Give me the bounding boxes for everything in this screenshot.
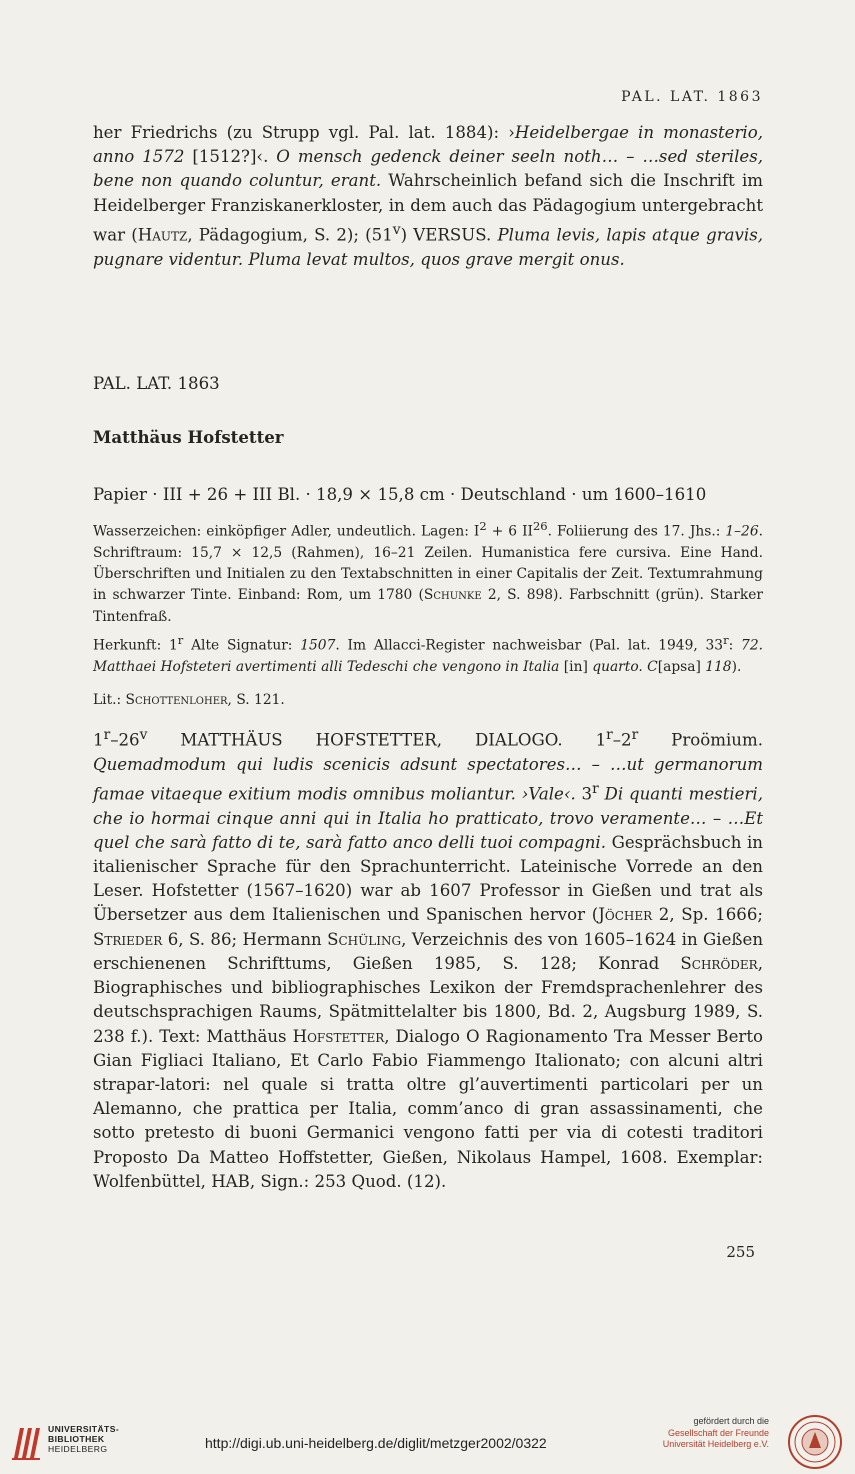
- text-span: 2, S. 898). Farbschnitt (grün). Starker Tintenfraß.: [93, 587, 763, 625]
- text-span: her Friedrichs (zu Strupp vgl. Pal. lat. 1884): ›: [93, 123, 515, 142]
- text-span: [1512?]‹.: [184, 147, 277, 167]
- text-span: 1: [93, 730, 104, 750]
- superscript: r: [606, 727, 613, 743]
- italic-span: Di quanti mestieri, che io hormai cinque anni qui in Italia ho pratticato, trovo veramente… – …Et quel che sarà fatto di te, sarà fatto anco delli tuoi compagni.: [93, 784, 763, 852]
- text-span: Wasserzeichen: einköpfiger Adler, undeutlich. Lagen: I: [93, 523, 480, 540]
- sponsor-line: Gesellschaft der Freunde: [667, 1427, 769, 1438]
- university-seal-icon: [787, 1414, 843, 1470]
- italic-span: Pluma levis, lapis atque gravis, pugnare videntur. Pluma levat multos, quos grave mergit onus.: [93, 225, 763, 269]
- continuation-paragraph: [93, 121, 763, 272]
- library-name-line: HEIDELBERG: [48, 1444, 108, 1454]
- superscript: 26: [532, 519, 548, 533]
- smallcaps-span: Schottenloher: [125, 692, 228, 708]
- italic-span: 1–26: [725, 523, 759, 540]
- text-span: MATTHÄUS HOFSTETTER, DIALOGO. 1: [147, 730, 607, 750]
- source-url-link[interactable]: http://digi.ub.uni-heidelberg.de/diglit/metzger2002/0322: [205, 1435, 547, 1451]
- text-span: Alte Signatur:: [183, 637, 301, 654]
- text-span: Lit.:: [93, 692, 126, 708]
- italic-span: O mensch gedenck deiner seeln noth… – …sed steriles, bene non quando coluntur, erant.: [93, 147, 763, 191]
- library-name: [48, 1424, 119, 1454]
- running-head: PAL. LAT. 1863: [621, 89, 763, 105]
- physical-summary: Papier · III + 26 + III Bl. · 18,9 × 15,8 cm · Deutschland · um 1600–1610: [93, 485, 707, 504]
- text-span: Gesprächsbuch in italienischer Sprache für den Sprachunterricht. Lateinische Vorrede an den Leser. Hofstetter (1567–1620) war ab 1607 Professor in Gießen und trat als Übersetzer aus dem Italienischen und Spanischen hervor (: [93, 832, 763, 925]
- italic-span: 1507: [300, 637, 336, 654]
- text-span: , Dialogo O Ragionamento Tra Messer Berto Gian Figliaci Italiano, Et Carlo Fabio Fiammengo Italionato; con alcuni altri strapar-latori: nel quale si tratta oltre gl’auvertimenti particolari per un Alemanno, che prattica per Italia, comm’anco di gran assassinamenti, che sotto pretesto di buoni Germanici vengono fatti per via di cotesti traditori Proposto Da Matteo Hoffstetter, Gießen, Nikolaus Hampel, 1608. Exemplar: Wolfenbüttel, HAB, Sign.: 253 Quod. (12).: [93, 1026, 763, 1191]
- content-paragraph: [93, 723, 763, 1194]
- text-span: Herkunft: 1: [93, 637, 178, 654]
- footer-bar: [0, 1404, 855, 1474]
- shelfmark-heading: PAL. LAT. 1863: [93, 374, 220, 393]
- text-span: :: [728, 637, 742, 654]
- smallcaps-span: Hautz: [137, 225, 188, 245]
- author-heading: Matthäus Hofstetter: [93, 427, 284, 447]
- smallcaps-span: Schröder: [680, 953, 758, 973]
- superscript: v: [392, 221, 401, 238]
- smallcaps-span: Schunke: [423, 587, 482, 604]
- text-span: 2, Sp. 1666;: [652, 905, 763, 925]
- sponsor-line: Universität Heidelberg e.V.: [662, 1439, 769, 1449]
- smallcaps-span: Hofstetter: [292, 1026, 385, 1046]
- description-paragraph: [93, 516, 763, 628]
- page-number: 255: [726, 1243, 755, 1261]
- superscript: r: [592, 780, 599, 797]
- text-span: , Verzeichnis des von 1605–1624 in Gießen erschienenen Schrifttums, Gießen 1985, S. 128; Konrad: [93, 929, 764, 973]
- sponsor-line: gefördert durch die: [693, 1416, 769, 1426]
- provenance-paragraph: [93, 630, 763, 678]
- literature-line: [93, 690, 763, 711]
- text-span: . Foliierung des 17. Jhs.:: [547, 523, 726, 540]
- text-span: ).: [731, 658, 742, 675]
- text-span: + 6 II: [486, 523, 533, 540]
- text-span: . Schriftraum: 15,7 × 12,5 (Rahmen), 16–21 Zeilen. Humanistica fere cursiva. Eine Hand. Überschriften und Initialen zu den Textabschnitten in einer Capitalis der Zeit. Textumrahmung in schwarzer Tinte. Einband: Rom, um 1780 (: [93, 523, 763, 604]
- smallcaps-span: Strieder: [93, 929, 163, 949]
- library-name-line: BIBLIOTHEK: [48, 1434, 105, 1444]
- text-span: 3: [575, 784, 593, 804]
- superscript: v: [139, 727, 148, 743]
- text-span: [apsa]: [657, 658, 706, 675]
- text-span: , Pädagogium, S. 2); (51: [187, 225, 393, 245]
- italic-span: Heidelbergae in monasterio, anno 1572: [93, 123, 763, 167]
- smallcaps-span: Schüling: [327, 929, 402, 949]
- text-span: Wahrscheinlich befand sich die Inschrift im Heidelberger Franziskanerkloster, in dem auch das Pädagogium untergebracht war (: [93, 171, 763, 245]
- text-span: , Biographisches und bibliographisches Lexikon der Fremdsprachenlehrer des deutschsprachigen Raums, Spätmittelalter bis 1800, Bd. 2, Augsburg 1989, S. 238 f.). Text: Matthäus: [93, 953, 763, 1046]
- text-span: –2: [612, 730, 632, 750]
- italic-span: 72. Matthaei Hofsteteri avertimenti alli Tedeschi che vengono in Italia: [93, 637, 763, 675]
- superscript: r: [177, 633, 184, 647]
- italic-span: quarto. C: [592, 658, 658, 675]
- superscript: r: [723, 633, 729, 647]
- text-span: . Im Allacci-Register nachweisbar (Pal. lat. 1949, 33: [335, 637, 724, 654]
- text-span: [in]: [559, 658, 593, 675]
- text-span: –26: [110, 730, 140, 750]
- superscript: r: [103, 727, 111, 743]
- superscript: 2: [479, 519, 487, 533]
- library-name-line: UNIVERSITÄTS-: [48, 1424, 120, 1434]
- italic-span: 118: [705, 658, 732, 675]
- text-span: ) VERSUS.: [400, 225, 498, 245]
- italic-span: Quemadmodum qui ludis scenicis adsunt spectatores… – …ut germanorum famae vitaeque exitium modis omnibus moliantur. ›Vale‹.: [93, 754, 763, 804]
- library-logo-icon: [10, 1422, 42, 1462]
- text-span: 6, S. 86; Hermann: [162, 929, 328, 949]
- superscript: r: [631, 727, 639, 743]
- sponsor-note: [663, 1416, 769, 1451]
- text-span: Proömium.: [638, 730, 763, 750]
- text-span: , S. 121.: [227, 692, 285, 708]
- smallcaps-span: Jöcher: [598, 905, 653, 925]
